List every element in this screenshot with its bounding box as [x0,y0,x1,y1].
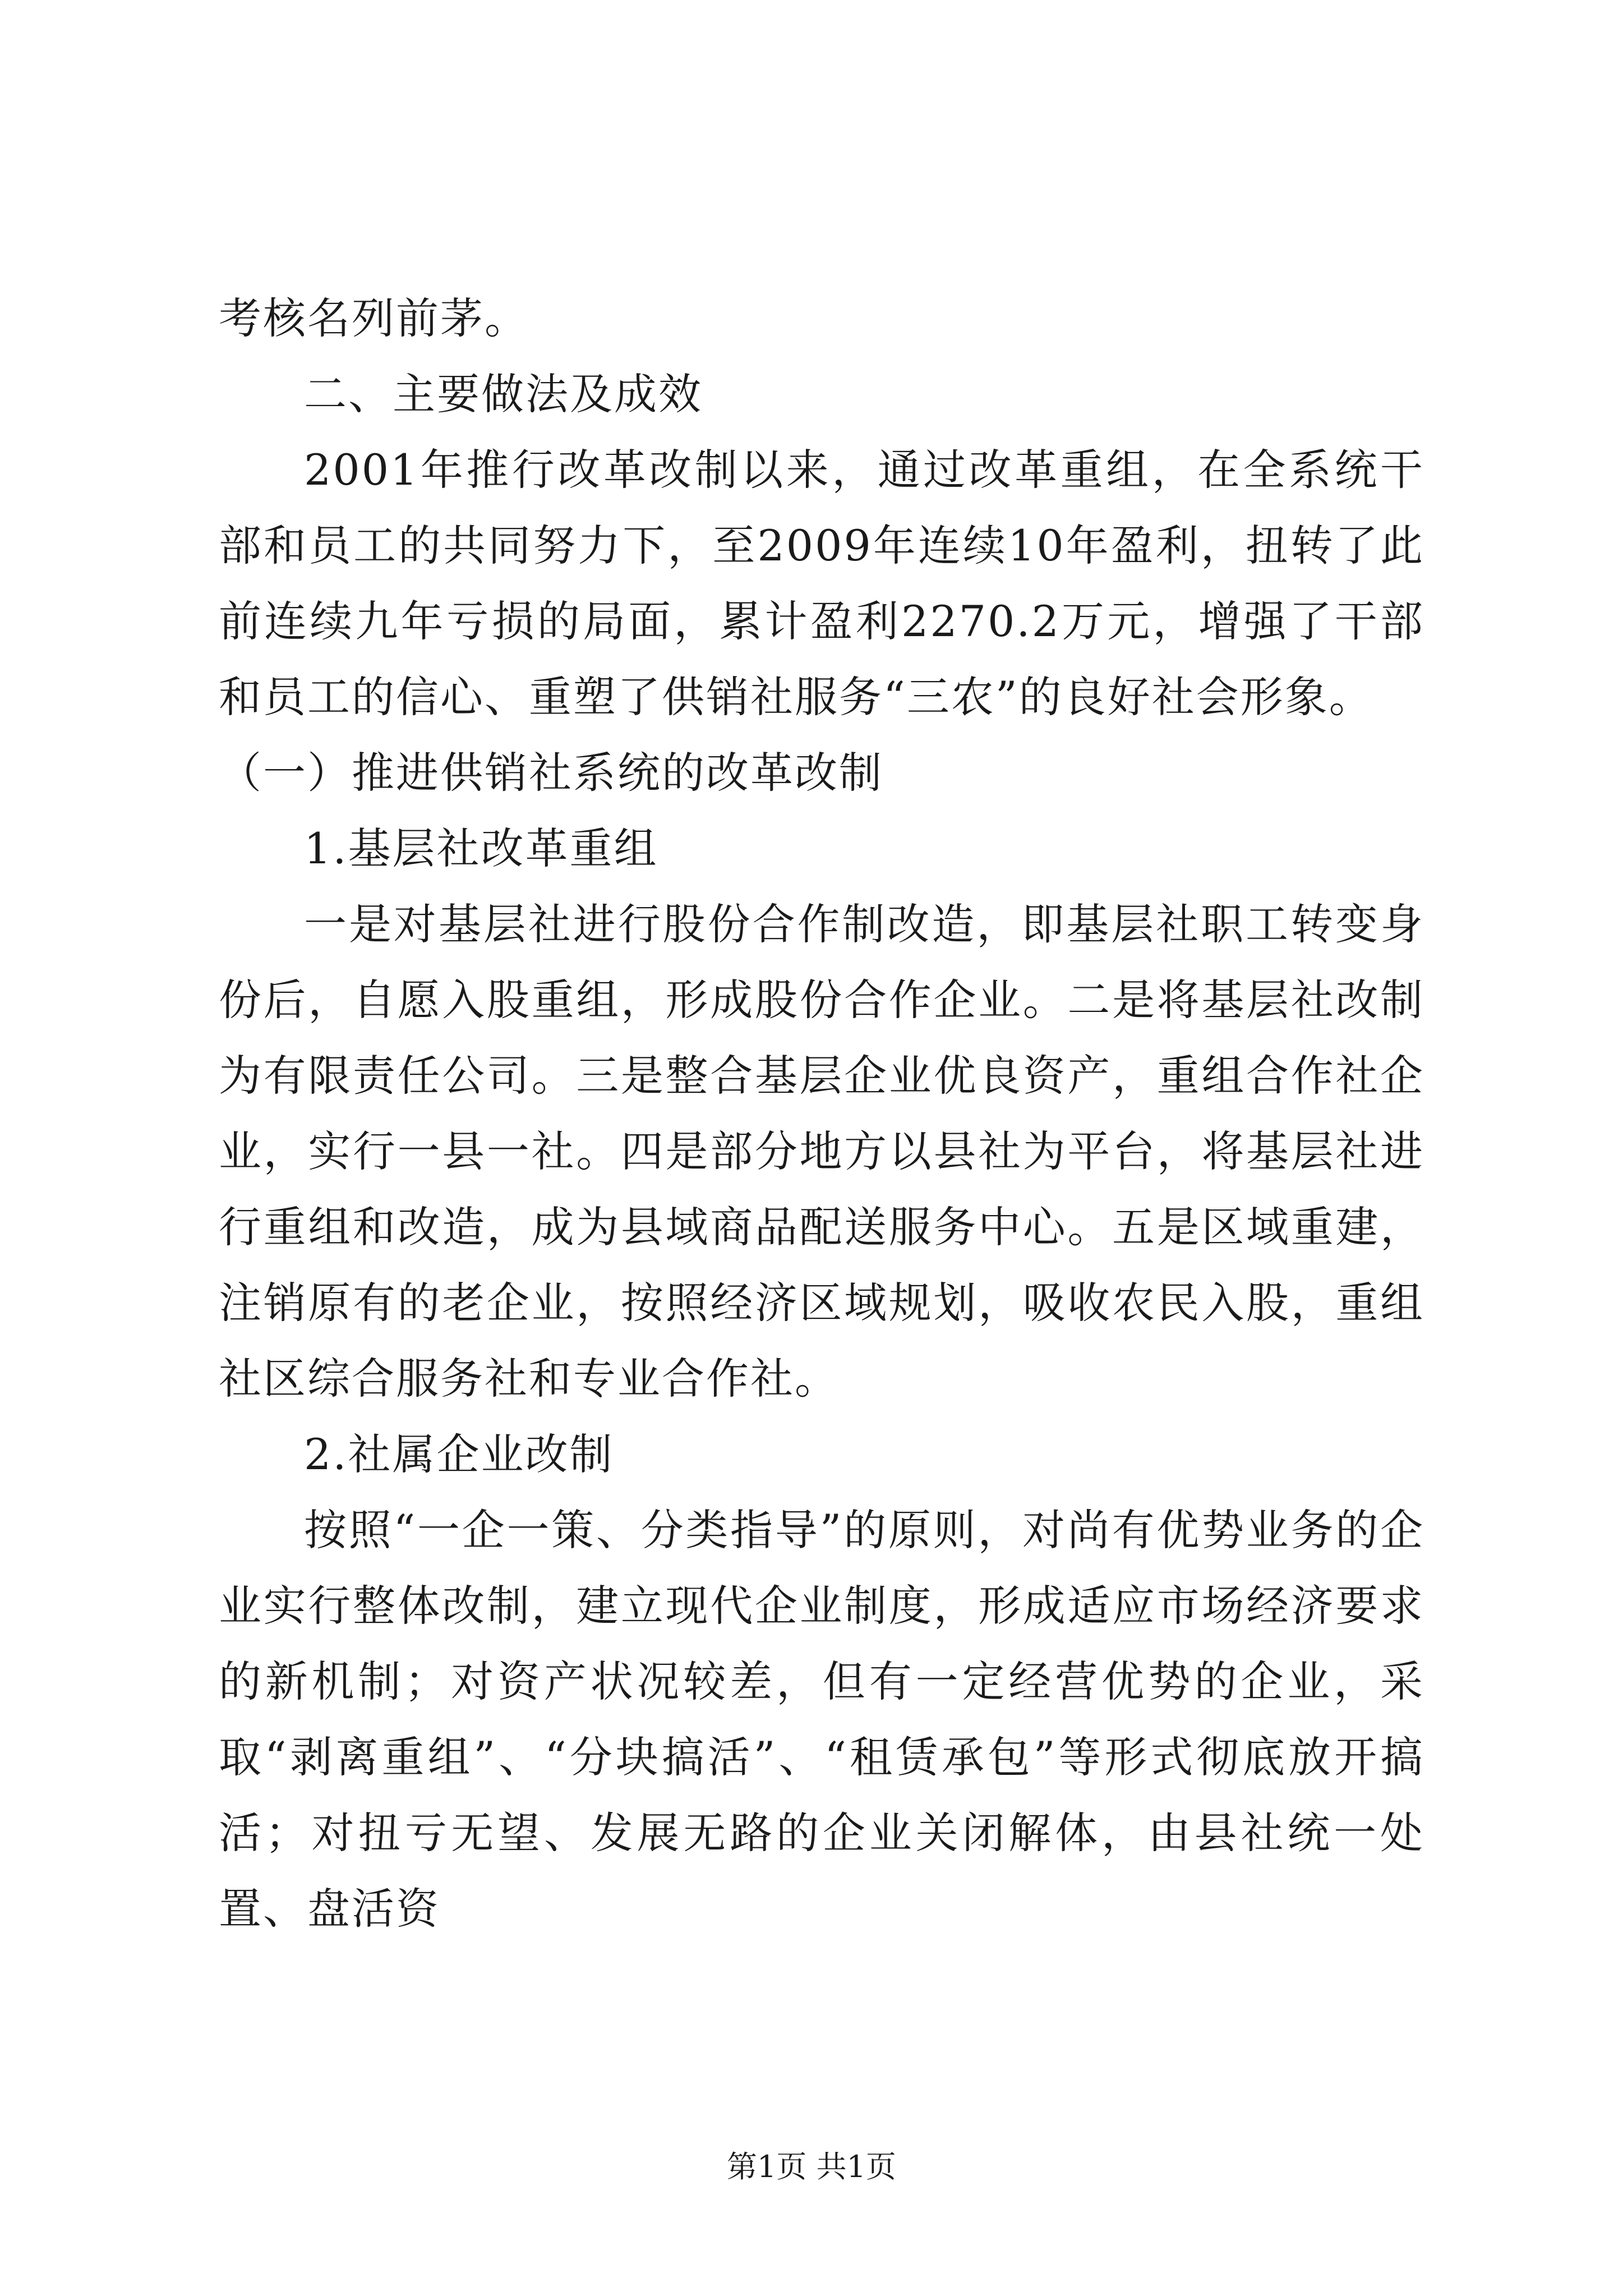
numbered-heading: 2.社属企业改制 [304,1429,614,1479]
paragraph: 一是对基层社进行股份合作制改造，即基层社职工转变身份后，自愿入股重组，形成股份合作企业。二是将基层社改制为有限责任公司。三是整合基层企业优良资产，重组合作社企业，实行一县一社。四是部分地方以县社为平台，将基层社进行重组和改造，成为县域商品配送服务中心。五是区域重建，注销原有的老企业，按照经济区域规划，吸收农民入股，重组社区综合服务社和专业合作社。 [219,899,1424,1404]
paragraph: 2001年推行改革改制以来，通过改革重组，在全系统干部和员工的共同努力下，至2009年连续10年盈利，扭转了此前连续九年亏损的局面，累计盈利2270.2万元，增强了干部和员工的信心、重塑了供销社服务“三农”的良好社会形象。 [219,445,1424,722]
paragraph-continuation: 考核名列前茅。 [219,293,529,343]
subsection-heading: （一）推进供销社系统的改革改制 [219,748,883,798]
paragraph: 按照“一企一策、分类指导”的原则，对尚有优势业务的企业实行整体改制，建立现代企业制度，形成适应市场经济要求的新机制；对资产状况较差，但有一定经营优势的企业，采取“剥离重组”、“分块搞活”、“租赁承包”等形式彻底放开搞活；对扭亏无望、发展无路的企业关闭解体，由县社统一处置、盘活资 [219,1505,1424,1934]
document-body [219,280,1424,1947]
section-heading: 二、主要做法及成效 [304,369,703,419]
page-footer: 第1页 共1页 [727,2149,896,2184]
numbered-heading: 1.基层社改革重组 [304,823,658,873]
